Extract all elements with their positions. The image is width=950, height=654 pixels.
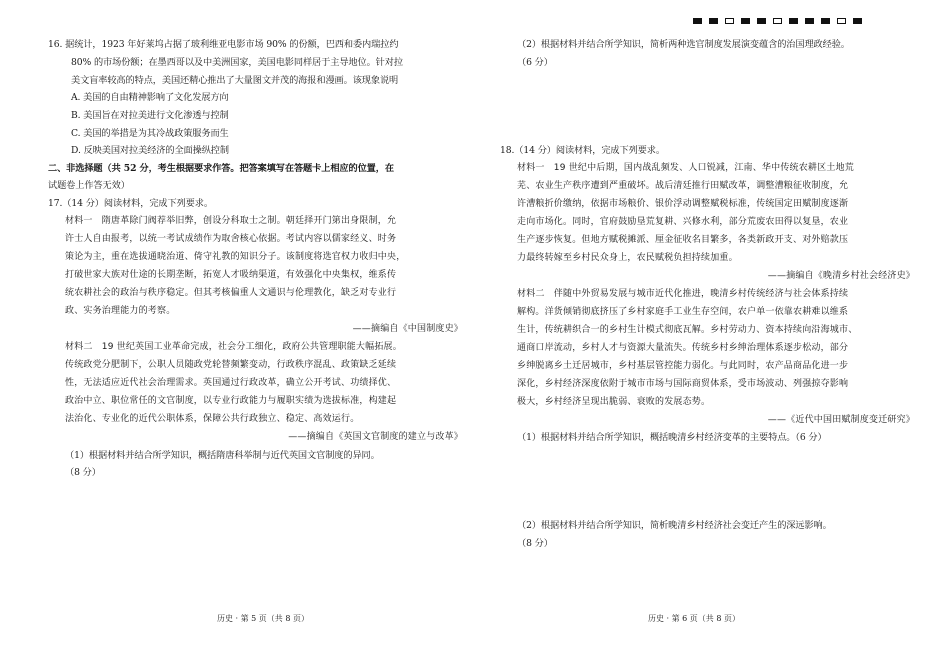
q17-material2-line: 政治中立、职位常任的文官制度，以专业行政能力与履职实绩为选拔标准，构建起 bbox=[65, 396, 397, 406]
q16-option-d: D. 反映美国对拉美经济的全面操纵控制 bbox=[71, 145, 229, 156]
q18-material1-line: 生产逐步恢复。但地方赋税摊派、厘金征收名目繁多，各类新政开支、对外赔款压 bbox=[517, 235, 849, 245]
q16-option-c: C. 美国的举措是为其冷战政策服务而生 bbox=[71, 128, 229, 139]
section2-heading: 二、非选择题（共 52 分，考生根据要求作答。把答案填写在答题卡上相应的位置，在 bbox=[48, 163, 394, 174]
mark bbox=[725, 18, 734, 24]
q17-sub2: （2）根据材料并结合所学知识，简析两种选官制度发展演变蕴含的治国理政经验。 bbox=[517, 39, 850, 50]
q18-material1-source: ——摘编自《晚清乡村社会经济史》 bbox=[767, 271, 915, 281]
mark bbox=[741, 18, 750, 24]
q18-sub2-points: （8 分） bbox=[517, 538, 553, 549]
section2-heading-cont: 试题卷上作答无效） bbox=[48, 180, 130, 191]
mark bbox=[853, 18, 862, 24]
q18-material1-line: 芜、农业生产秩序遭到严重破坏。战后清廷推行田赋改革，调整漕粮征收制度，允 bbox=[517, 181, 849, 191]
q17-material1-line: 策论为主，重在选拔通晓治道、倚守礼教的知识分子。该制度将选官权力收归中央， bbox=[65, 252, 406, 262]
q18-material2-source: ——《近代中国田赋制度变迁研究》 bbox=[767, 415, 915, 425]
right-page-footer: 历史 · 第 6 页（共 8 页） bbox=[648, 614, 740, 623]
q18-material1-line: 走向市场化。同时，官府鼓励垦荒复耕、兴修水利，部分荒废农田得以复垦，农业 bbox=[517, 217, 849, 227]
q16-stem-3: 美文盲率较高的特点，美国还精心推出了大量图文并茂的海报和漫画。该现象说明 bbox=[71, 75, 399, 86]
q18-heading: 18.（14 分）阅读材料，完成下列要求。 bbox=[500, 145, 665, 156]
header-marks bbox=[693, 18, 862, 24]
mark bbox=[837, 18, 846, 24]
q18-sub1: （1）根据材料并结合所学知识，概括晚清乡村经济变革的主要特点。（6 分） bbox=[517, 432, 827, 443]
mark bbox=[757, 18, 766, 24]
q16-option-b: B. 美国旨在对拉美进行文化渗透与控制 bbox=[71, 110, 229, 121]
q17-material2-line: 传统政党分肥制下，公职人员随政党轮替频繁变动，行政秩序混乱、政策缺乏延续 bbox=[65, 360, 397, 370]
q17-material1-line: 统农耕社会的政治与秩序稳定。但其考核偏重人文通识与伦理教化，缺乏对专业行 bbox=[65, 288, 397, 298]
left-page-footer: 历史 · 第 5 页（共 8 页） bbox=[217, 614, 309, 623]
q17-material2-source: ——摘编自《英国文官制度的建立与改革》 bbox=[288, 432, 463, 442]
mark bbox=[693, 18, 702, 24]
q17-heading: 17.（14 分）阅读材料，完成下列要求。 bbox=[48, 198, 213, 209]
q17-material2-line: 法治化、专业化的近代公职体系，保障公共行政独立、稳定、高效运行。 bbox=[65, 414, 360, 424]
q18-material2-line: 解构。洋货倾销彻底挤压了乡村家庭手工业生存空间，农户单一依靠农耕难以维系 bbox=[517, 307, 849, 317]
q17-sub1: （1）根据材料并结合所学知识，概括隋唐科举制与近代英国文官制度的异同。 bbox=[65, 450, 380, 461]
q18-material2-line: 极大，乡村经济呈现出脆弱、衰败的发展态势。 bbox=[517, 397, 711, 407]
q17-material1-line: 材料一 隋唐革除门阀荐举旧弊，创设分科取士之制。朝廷择开门第出身限制，允 bbox=[65, 216, 397, 226]
q18-material2-line: 乡绅脱离乡土迁居城市，乡村基层管控能力弱化。与此同时，农产品商品化进一步 bbox=[517, 361, 849, 371]
q18-material1-line: 力最终转嫁至乡村民众身上，农民赋税负担持续加重。 bbox=[517, 253, 738, 263]
q17-material1-source: ——摘编自《中国制度史》 bbox=[352, 324, 463, 334]
mark bbox=[789, 18, 798, 24]
q17-material2-line: 性，无法适应近代社会治理需求。英国通过行政改革，确立公开考试、功绩择优、 bbox=[65, 378, 397, 388]
q17-sub1-points: （8 分） bbox=[65, 467, 101, 478]
q16-stem-1: 16. 据统计，1923 年好莱坞占据了玻利维亚电影市场 90% 的份额，巴西和委内瑞拉约 bbox=[48, 39, 399, 50]
q18-material2-line: 深化，乡村经济深度依附于城市市场与国际商贸体系，受市场波动、列强掠夺影响 bbox=[517, 379, 849, 389]
q17-sub2-points: （6 分） bbox=[517, 57, 553, 68]
q16-option-a: A. 美国的自由精神影响了文化发展方向 bbox=[71, 92, 229, 103]
q17-material1-line: 打破世家大族对仕途的长期垄断，拓宽人才吸纳渠道，有效强化中央集权，维系传 bbox=[65, 270, 397, 280]
q16-stem-2: 80% 的市场份额；在墨西哥以及中美洲国家，美国电影同样居于主导地位。针对拉 bbox=[71, 57, 403, 68]
q17-material1-line: 许士人自由报考，以统一考试成绩作为取舍核心依据。考试内容以儒家经义、时务 bbox=[65, 234, 397, 244]
mark bbox=[805, 18, 814, 24]
mark bbox=[709, 18, 718, 24]
q18-sub2: （2）根据材料并结合所学知识，简析晚清乡村经济社会变迁产生的深远影响。 bbox=[517, 520, 832, 531]
q18-material1-line: 材料一 19 世纪中后期，国内战乱频发、人口锐减，江南、华中传统农耕区土地荒 bbox=[517, 163, 854, 173]
q17-material2-line: 材料二 19 世纪英国工业革命完成，社会分工细化，政府公共管理职能大幅拓展。 bbox=[65, 342, 402, 352]
mark bbox=[821, 18, 830, 24]
q18-material2-line: 材料二 伴随中外贸易发展与城市近代化推进，晚清乡村传统经济与社会体系持续 bbox=[517, 289, 849, 299]
mark bbox=[773, 18, 782, 24]
q18-material2-line: 生计，传统耕织合一的乡村生计模式彻底瓦解。乡村劳动力、资本持续向沿海城市、 bbox=[517, 325, 858, 335]
q18-material1-line: 许漕粮折价缴纳，依据市场粮价、银价浮动调整赋税标准，传统国定田赋制度逐渐 bbox=[517, 199, 849, 209]
q17-material1-line: 政、实务治理能力的考察。 bbox=[65, 306, 176, 316]
q18-material2-line: 通商口岸流动，乡村人才与资源大量流失。传统乡村乡绅治理体系逐步松动，部分 bbox=[517, 343, 849, 353]
